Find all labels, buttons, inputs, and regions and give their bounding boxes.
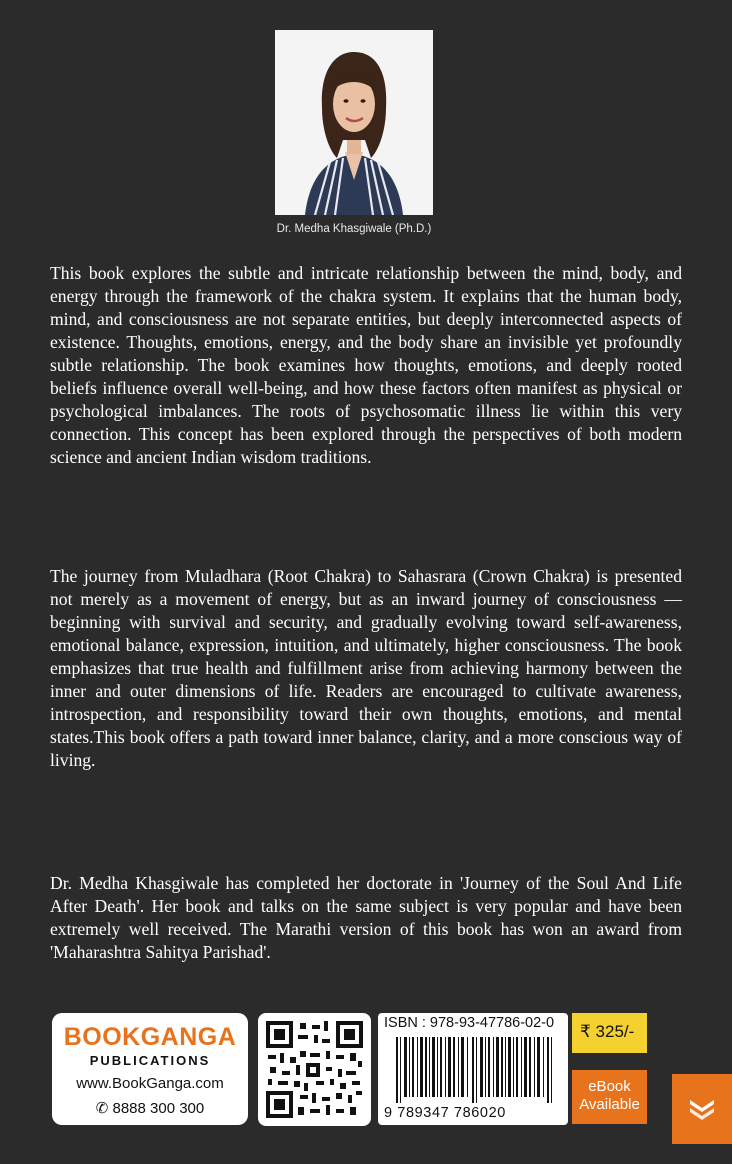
- isbn-box: [378, 1013, 568, 1125]
- publisher-subtitle: PUBLICATIONS: [89, 1053, 211, 1068]
- qr-code[interactable]: [258, 1013, 371, 1126]
- publisher-website[interactable]: www.BookGanga.com: [76, 1075, 224, 1092]
- publisher-phone-number: 8888 300 300: [112, 1100, 205, 1117]
- isbn-label: ISBN : 978-93-47786-02-0: [384, 1015, 555, 1031]
- description-paragraph-1: This book explores the subtle and intricate relationship between the mind, body, and energy through the framework of the chakra system. It explains that the human body, mind, and consciousness are not separate entities, but deeply interconnected aspects of existence. Thoughts, emotions, energy, and the body share an invisible yet profoundly subtle relationship. The book examines how thoughts, emotions, and deeply rooted beliefs influence overall well-being, and how these factors often manifest as physical or psychological imbalances. The roots of psychosomatic illness lie within this very connection. This concept has been explored through the perspectives of both modern science and ancient Indian wisdom traditions.: [50, 263, 682, 467]
- author-caption: Dr. Medha Khasgiwale (Ph.D.): [276, 223, 432, 235]
- ebook-label-line1: eBook: [588, 1078, 631, 1095]
- phone-icon: ✆: [95, 1100, 109, 1117]
- price-badge: [572, 1013, 647, 1053]
- ebook-available-badge[interactable]: [572, 1070, 647, 1124]
- author-bio-paragraph: Dr. Medha Khasgiwale has completed her doctorate in 'Journey of the Soul And Life After Death'. Her book and talks on the same subject is very popular and have been extremely well received. The Marathi version of this book has won an award from 'Maharashtra Sahitya Parishad'.: [50, 873, 682, 962]
- publisher-phone: [52, 1099, 248, 1117]
- ebook-label-line2: Available: [579, 1096, 640, 1113]
- barcode: [396, 1037, 556, 1103]
- author-photo: [275, 30, 433, 215]
- description-paragraph-2: The journey from Muladhara (Root Chakra) to Sahasrara (Crown Chakra) is presented not merely as a movement of energy, but as an inward journey of consciousness — beginning with survival and security, and gradually evolving toward self-awareness, emotional balance, expression, intuition, and ultimately, higher consciousness. The book emphasizes that true health and fulfillment arise from achieving harmony between the inner and outer dimensions of life. Readers are encouraged to cultivate awareness, introspection, and responsibility toward their own thoughts, emotions, and mental states.This book offers a path toward inner balance, clarity, and a more conscious way of living.: [50, 566, 682, 770]
- price-text: ₹ 325/-: [580, 1022, 635, 1041]
- publisher-logo: BOOKGANGA: [63, 1023, 237, 1051]
- barcode-digits: 9 789347 786020: [384, 1105, 506, 1121]
- publisher-corner-logo-icon: [688, 1094, 716, 1122]
- publisher-box: [52, 1013, 248, 1125]
- publisher-corner-logo: [672, 1074, 732, 1144]
